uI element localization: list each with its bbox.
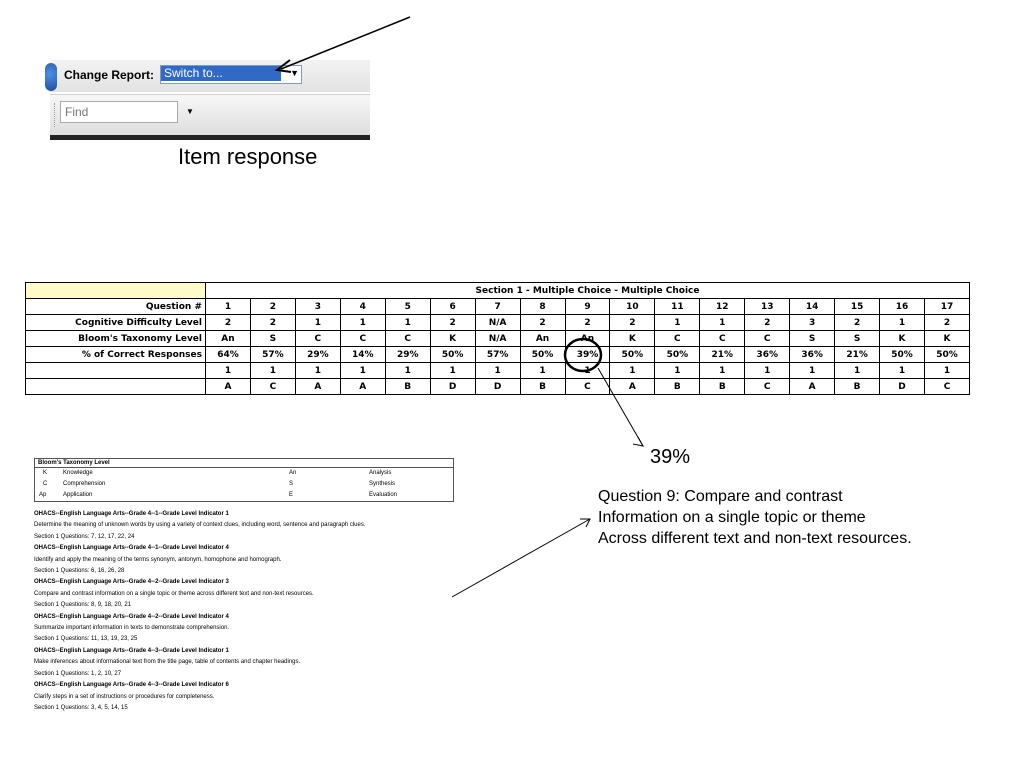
table-cell: 2	[430, 315, 475, 331]
table-cell: 1	[385, 363, 430, 379]
table-cell: D	[475, 379, 520, 395]
table-cell: 14%	[340, 347, 385, 363]
table-cell: C	[745, 331, 790, 347]
table-cell: K	[430, 331, 475, 347]
table-cell: S	[835, 331, 880, 347]
bloom-code: K	[43, 470, 48, 476]
standard-description: Summarize important information in texts to demonstrate comprehension.	[34, 625, 230, 632]
table-cell: 36%	[790, 347, 835, 363]
table-cell: 50%	[430, 347, 475, 363]
dropdown-arrow-icon[interactable]: ▼	[290, 68, 299, 78]
table-cell: A	[610, 379, 655, 395]
q9-highlight-circle	[565, 339, 601, 371]
standard-heading: OHACS--English Language Arts--Grade 4--1--Grade Level Indicator 1	[34, 511, 229, 517]
table-cell: C	[655, 331, 700, 347]
table-cell: 50%	[880, 347, 925, 363]
change-report-label: Change Report:	[64, 68, 154, 82]
table-cell: 1	[655, 363, 700, 379]
table-cell: 50%	[520, 347, 565, 363]
bloom-key-title: Bloom's Taxonomy Level	[35, 459, 453, 468]
table-cell: K	[880, 331, 925, 347]
standard-heading: OHACS--English Language Arts--Grade 4--1--Grade Level Indicator 4	[34, 545, 229, 552]
table-cell: 1	[925, 363, 970, 379]
table-cell: 2	[206, 315, 251, 331]
table-cell: 1	[520, 363, 565, 379]
table-cell: 1	[790, 363, 835, 379]
bloom-code: C	[43, 481, 48, 487]
bloom-level-name: Application	[63, 492, 93, 498]
table-cell: C	[565, 379, 610, 395]
table-cell: 50%	[655, 347, 700, 363]
table-cell: 1	[340, 315, 385, 331]
bloom-code: Ap	[39, 492, 47, 498]
row-label: Cognitive Difficulty Level	[26, 315, 206, 331]
table-cell: 1	[250, 363, 295, 379]
table-cell: C	[925, 379, 970, 395]
table-cell: 2	[520, 315, 565, 331]
table-cell: 1	[835, 363, 880, 379]
table-cell: 3	[790, 315, 835, 331]
table-cell: 1	[475, 363, 520, 379]
table-cell: 4	[340, 299, 385, 315]
table-cell: 1	[880, 363, 925, 379]
bloom-code: S	[289, 481, 294, 487]
question9-note-line: Across different text and non-text resources.	[598, 530, 912, 547]
standard-heading: OHACS--English Language Arts--Grade 4--2--Grade Level Indicator 3	[34, 579, 229, 586]
table-cell: 1	[206, 299, 251, 315]
row-label: Question #	[26, 299, 206, 315]
table-cell: 1	[206, 363, 251, 379]
table-cell: 13	[745, 299, 790, 315]
standard-questions: Section 1 Questions: 3, 4, 5, 14, 15	[34, 704, 128, 711]
table-cell: K	[925, 331, 970, 347]
table-cell: 9	[565, 299, 610, 315]
table-cell: 21%	[700, 347, 745, 363]
table-cell: S	[250, 331, 295, 347]
table-cell: A	[340, 379, 385, 395]
table-cell: 1	[655, 315, 700, 331]
table-cell: C	[340, 331, 385, 347]
standard-description: Clarify steps in a set of instructions or procedures for completeness.	[34, 693, 215, 700]
percent-correct-callout: 39%	[650, 446, 691, 468]
standard-heading: OHACS--English Language Arts--Grade 4--3--Grade Level Indicator 6	[34, 682, 229, 689]
table-cell: K	[610, 331, 655, 347]
table-cell: 57%	[250, 347, 295, 363]
bloom-code: An	[289, 470, 297, 476]
table-cell: 1	[565, 363, 610, 379]
table-cell: 5	[385, 299, 430, 315]
table-cell: 39%	[565, 347, 610, 363]
table-cell: 8	[520, 299, 565, 315]
table-cell: A	[295, 379, 340, 395]
standard-description: Make inferences about informational text from the title page, table of contents and chapter headings.	[34, 659, 301, 666]
standard-heading: OHACS--English Language Arts--Grade 4--3--Grade Level Indicator 1	[34, 647, 229, 654]
table-cell: N/A	[475, 331, 520, 347]
table-cell: 1	[700, 315, 745, 331]
table-cell: 2	[250, 299, 295, 315]
table-cell: 29%	[295, 347, 340, 363]
standard-questions: Section 1 Questions: 11, 13, 19, 23, 25	[34, 636, 138, 643]
bloom-level-name: Synthesis	[369, 481, 396, 487]
arrow-to-39-line	[598, 368, 643, 446]
standard-questions: Section 1 Questions: 7, 12, 17, 22, 24	[34, 533, 135, 540]
arrow-to-change-report-line	[281, 17, 410, 69]
table-cell: 2	[745, 315, 790, 331]
table-cell: 2	[250, 315, 295, 331]
bloom-level-name: Knowledge	[63, 470, 93, 476]
table-cell: 2	[565, 315, 610, 331]
table-cell: 21%	[835, 347, 880, 363]
table-cell: 2	[835, 315, 880, 331]
table-cell: C	[700, 331, 745, 347]
question9-note-line: Question 9: Compare and contrast	[598, 488, 843, 505]
arrow-to-39-head	[633, 437, 643, 446]
table-cell: C	[385, 331, 430, 347]
change-report-selected-value[interactable]: Switch to...	[161, 66, 281, 81]
standard-description: Determine the meaning of unknown words by using a variety of context clues, including word, sentence and paragraph clues.	[34, 522, 366, 529]
standard-questions: Section 1 Questions: 1, 2, 10, 27	[34, 670, 122, 677]
question9-note-line: Information on a single topic or theme	[598, 509, 866, 526]
table-cell: 1	[295, 315, 340, 331]
arrow-to-note-line	[452, 519, 590, 597]
table-cell: 16	[880, 299, 925, 315]
standard-description: Identify and apply the meaning of the terms synonym, antonym, homophone and homograph.	[34, 556, 282, 563]
table-cell: An	[520, 331, 565, 347]
table-cell: An	[206, 331, 251, 347]
table-cell: 36%	[745, 347, 790, 363]
table-cell: 1	[340, 363, 385, 379]
standard-heading: OHACS--English Language Arts--Grade 4--2--Grade Level Indicator 4	[34, 613, 229, 620]
table-cell: 1	[700, 363, 745, 379]
table-cell: 17	[925, 299, 970, 315]
section-header: Section 1 - Multiple Choice - Multiple Choice	[206, 283, 970, 299]
table-cell: An	[565, 331, 610, 347]
table-cell: 1	[385, 315, 430, 331]
table-cell: S	[790, 331, 835, 347]
table-cell: A	[790, 379, 835, 395]
table-cell: B	[520, 379, 565, 395]
table-cell: D	[430, 379, 475, 395]
table-cell: A	[206, 379, 251, 395]
row-label: Bloom's Taxonomy Level	[26, 331, 206, 347]
table-cell: 12	[700, 299, 745, 315]
table-cell: 1	[745, 363, 790, 379]
table-cell: 1	[430, 363, 475, 379]
table-cell: D	[880, 379, 925, 395]
table-cell: 29%	[385, 347, 430, 363]
table-cell: C	[250, 379, 295, 395]
table-cell: B	[700, 379, 745, 395]
bloom-code: E	[289, 492, 294, 498]
table-cell: C	[745, 379, 790, 395]
standard-questions: Section 1 Questions: 6, 16, 26, 28	[34, 568, 125, 575]
bloom-level-name: Analysis	[369, 470, 392, 476]
table-cell: 1	[610, 363, 655, 379]
table-cell: 64%	[206, 347, 251, 363]
table-cell: 50%	[610, 347, 655, 363]
table-cell: 3	[295, 299, 340, 315]
table-cell: B	[655, 379, 700, 395]
standard-description: Compare and contrast information on a single topic or theme across different text and non-text resources.	[34, 590, 314, 597]
table-cell: B	[385, 379, 430, 395]
table-cell: 10	[610, 299, 655, 315]
find-dropdown-arrow-icon[interactable]: ▼	[186, 107, 194, 116]
table-cell: 6	[430, 299, 475, 315]
table-cell: 2	[925, 315, 970, 331]
table-cell: 57%	[475, 347, 520, 363]
row-label: % of Correct Responses	[26, 347, 206, 363]
table-cell: 7	[475, 299, 520, 315]
table-cell: 2	[610, 315, 655, 331]
bloom-level-name: Evaluation	[369, 492, 398, 498]
table-cell: 11	[655, 299, 700, 315]
table-cell: 15	[835, 299, 880, 315]
table-cell: B	[835, 379, 880, 395]
table-cell: 1	[880, 315, 925, 331]
table-cell: 1	[295, 363, 340, 379]
table-cell: N/A	[475, 315, 520, 331]
item-response-caption: Item response	[178, 144, 318, 169]
table-cell: C	[295, 331, 340, 347]
table-cell: 50%	[925, 347, 970, 363]
table-cell: 14	[790, 299, 835, 315]
standard-questions: Section 1 Questions: 8, 9, 18, 20, 21	[34, 602, 132, 609]
bloom-level-name: Comprehension	[63, 481, 106, 487]
